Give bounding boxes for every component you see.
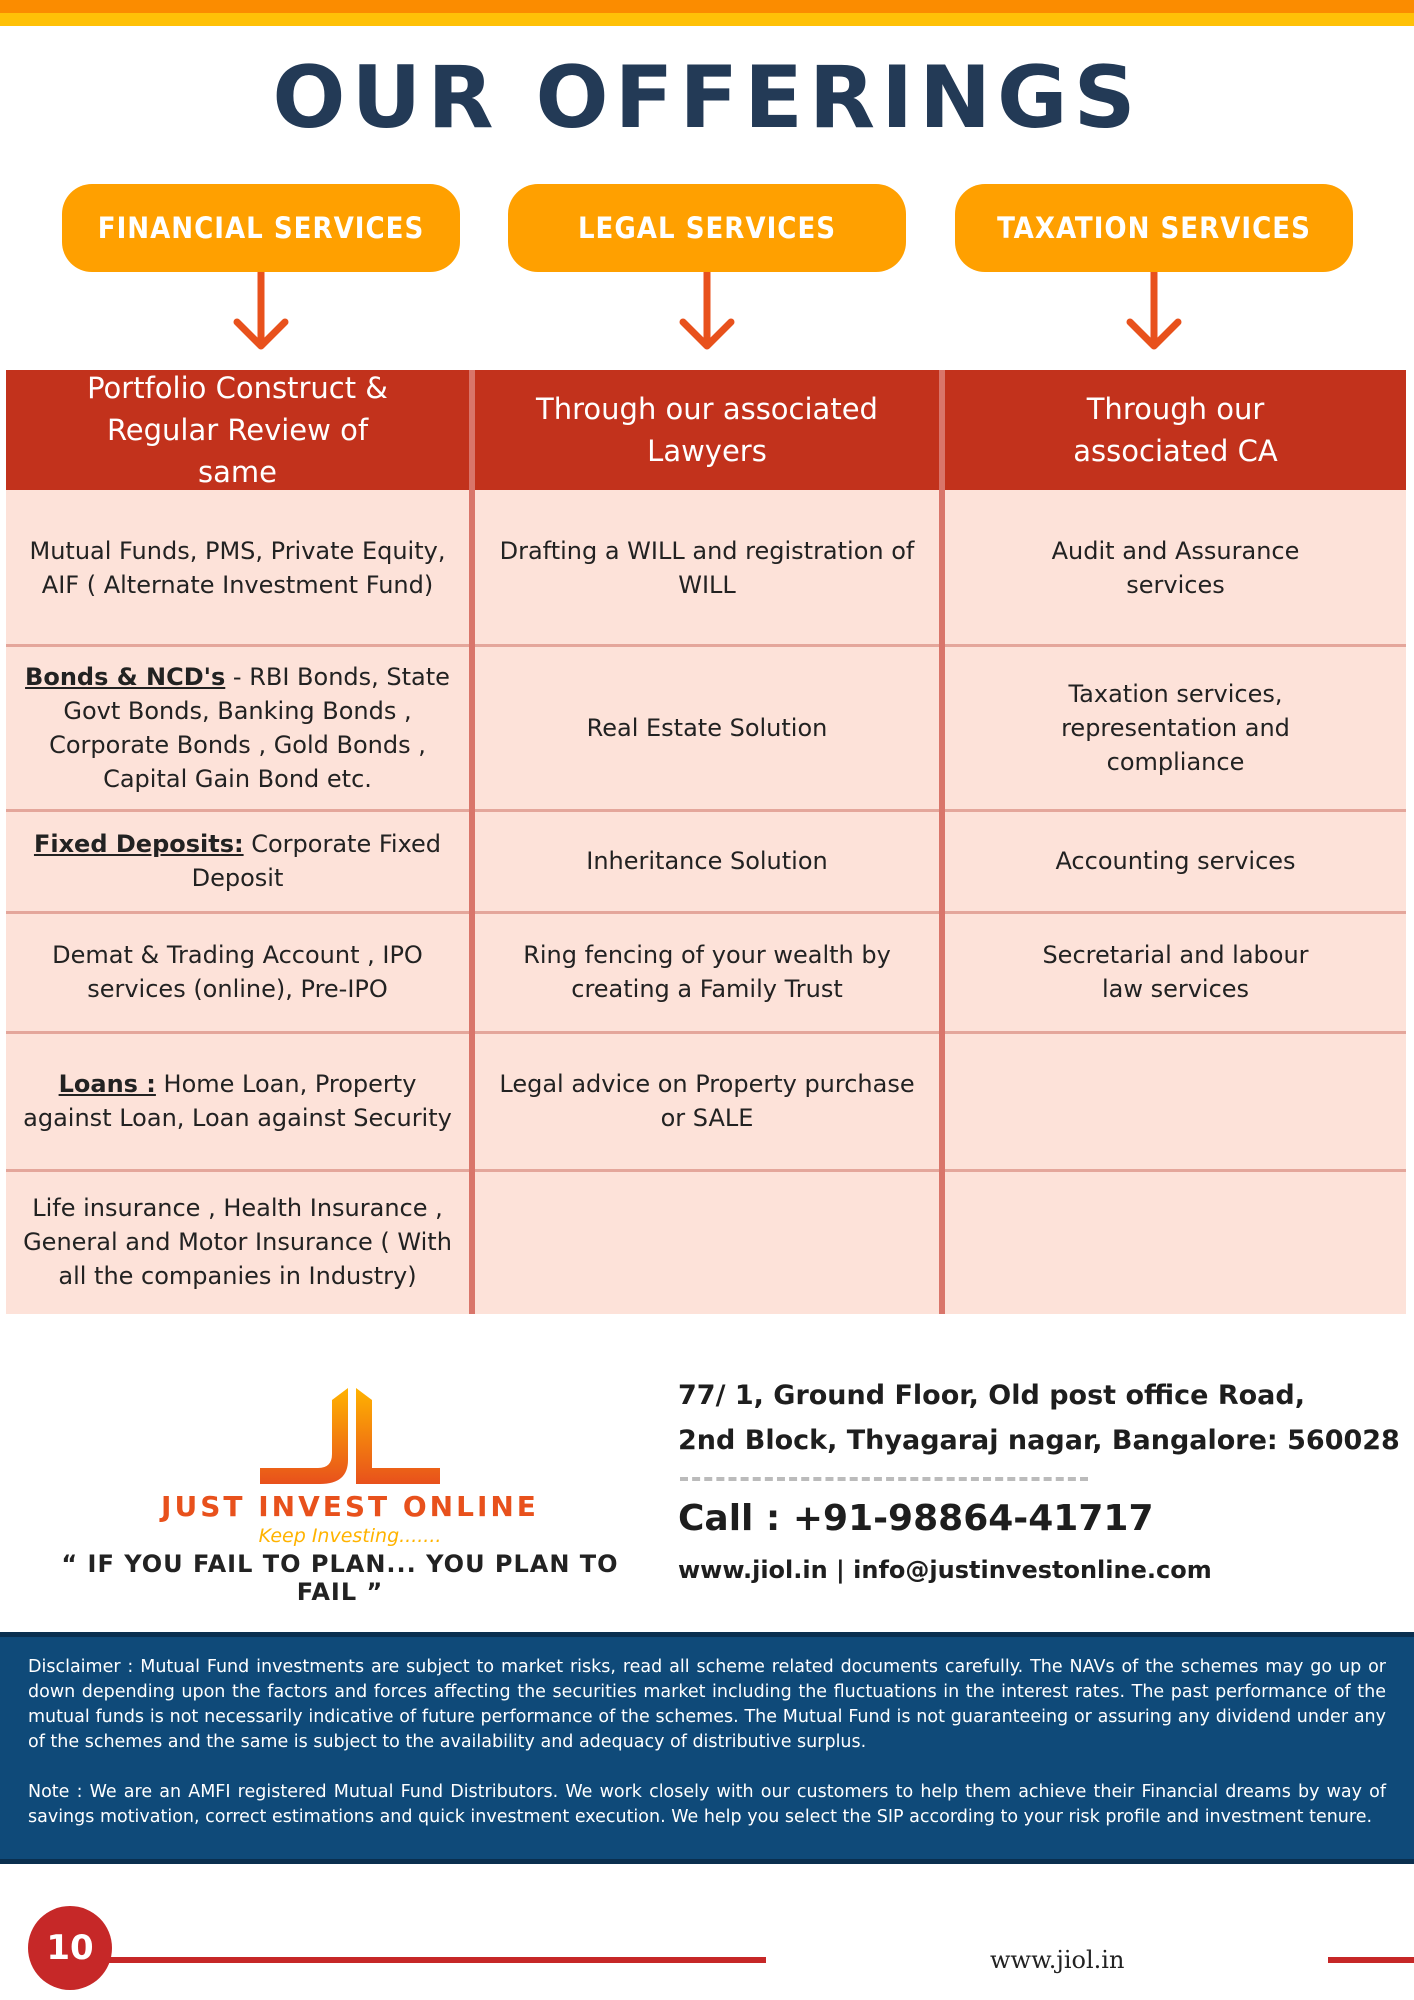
- financial-cell: Life insurance , Health Insurance , General and Motor Insurance ( With all the companies in Industry): [6, 1170, 469, 1314]
- legal-cell: Ring fencing of your wealth by creating a Family Trust: [475, 912, 939, 1032]
- offerings-table: [6, 370, 1406, 1314]
- footer-line: [1328, 1957, 1414, 1963]
- dashed-divider: [680, 1477, 1088, 1481]
- footer-line: [100, 1957, 766, 1963]
- taxation-cell: [945, 1170, 1406, 1314]
- page-title: OUR OFFERINGS: [272, 48, 1142, 148]
- brand-tagline: Keep Investing.......: [258, 1525, 442, 1547]
- brand-name: JUST INVEST ONLINE: [161, 1490, 539, 1523]
- column-header-legal: Through our associated Lawyers: [475, 370, 939, 490]
- row-divider: [6, 809, 1406, 812]
- taxation-cell: Taxation services, representation and compliance: [945, 645, 1406, 810]
- row-divider: [6, 644, 1406, 647]
- taxation-cell: [945, 1032, 1406, 1170]
- column-divider: [939, 370, 945, 1314]
- row-divider: [6, 1169, 1406, 1172]
- note-text: Note : We are an AMFI registered Mutual Fund Distributors. We work closely with our customers to help them achieve their Financial dreams by way of savings motivation, correct estimations and quick investment execution. We help you select the SIP according to your risk profile and investment tenure.: [28, 1782, 1386, 1827]
- phone-number[interactable]: Call : +91-98864-41717: [678, 1498, 1154, 1539]
- financial-cell: Bonds & NCD's - RBI Bonds, State Govt Bonds, Banking Bonds , Corporate Bonds , Gold Bonds , Capital Gain Bond etc.: [6, 645, 469, 810]
- disclaimer-box: [0, 1632, 1414, 1864]
- category-pill-taxation: TAXATION SERVICES: [955, 184, 1353, 272]
- category-pill-financial: FINANCIAL SERVICES: [62, 184, 460, 272]
- motto: “ IF YOU FAIL TO PLAN... YOU PLAN TO FAIL ”: [61, 1550, 619, 1606]
- down-arrow-icon: [677, 272, 737, 354]
- disclaimer-text: Disclaimer : Mutual Fund investments are subject to market risks, read all scheme related documents carefully. The NAVs of the schemes may go up or down depending upon the factors and forces affecting the securities market including the fluctuations in the interest rates. The past performance of the mutual funds is not necessarily indicative of future performance of the schemes. The Mutual Fund is not guaranteeing or assuring any dividend under any of the schemes and the same is subject to the availability and adequacy of distributive surplus.: [28, 1657, 1386, 1752]
- column-header-taxation: Through our associated CA: [945, 370, 1406, 490]
- financial-cell: Loans : Home Loan, Property against Loan, Loan against Security: [6, 1032, 469, 1170]
- page-number: 10: [28, 1906, 112, 1990]
- down-arrow-icon: [231, 272, 291, 354]
- legal-cell: Drafting a WILL and registration of WILL: [475, 490, 939, 645]
- svg-text:JL: JL: [352, 1484, 353, 1485]
- legal-cell: [475, 1170, 939, 1314]
- taxation-cell: Accounting services: [945, 810, 1406, 912]
- legal-cell: Inheritance Solution: [475, 810, 939, 912]
- top-stripe: [0, 0, 1414, 26]
- address-line-1: 77/ 1, Ground Floor, Old post office Road,: [678, 1380, 1305, 1411]
- financial-cell: Fixed Deposits: Corporate Fixed Deposit: [6, 810, 469, 912]
- column-header-financial: Portfolio Construct & Regular Review of same: [6, 370, 469, 490]
- footer-url[interactable]: www.jiol.in: [990, 1946, 1125, 1974]
- row-divider: [6, 911, 1406, 914]
- financial-cell: Demat & Trading Account , IPO services (online), Pre-IPO: [6, 912, 469, 1032]
- legal-cell: Legal advice on Property purchase or SALE: [475, 1032, 939, 1170]
- category-pill-legal: LEGAL SERVICES: [508, 184, 906, 272]
- row-divider: [6, 1031, 1406, 1034]
- financial-cell: Mutual Funds, PMS, Private Equity, AIF ( Alternate Investment Fund): [6, 490, 469, 645]
- legal-cell: Real Estate Solution: [475, 645, 939, 810]
- down-arrow-icon: [1124, 272, 1184, 354]
- taxation-cell: Audit and Assurance services: [945, 490, 1406, 645]
- taxation-cell: Secretarial and labour law services: [945, 912, 1406, 1032]
- website-email[interactable]: www.jiol.in | info@justinvestonline.com: [678, 1556, 1212, 1584]
- address-line-2: 2nd Block, Thyagaraj nagar, Bangalore: 560028: [678, 1425, 1400, 1456]
- column-divider: [469, 370, 475, 1314]
